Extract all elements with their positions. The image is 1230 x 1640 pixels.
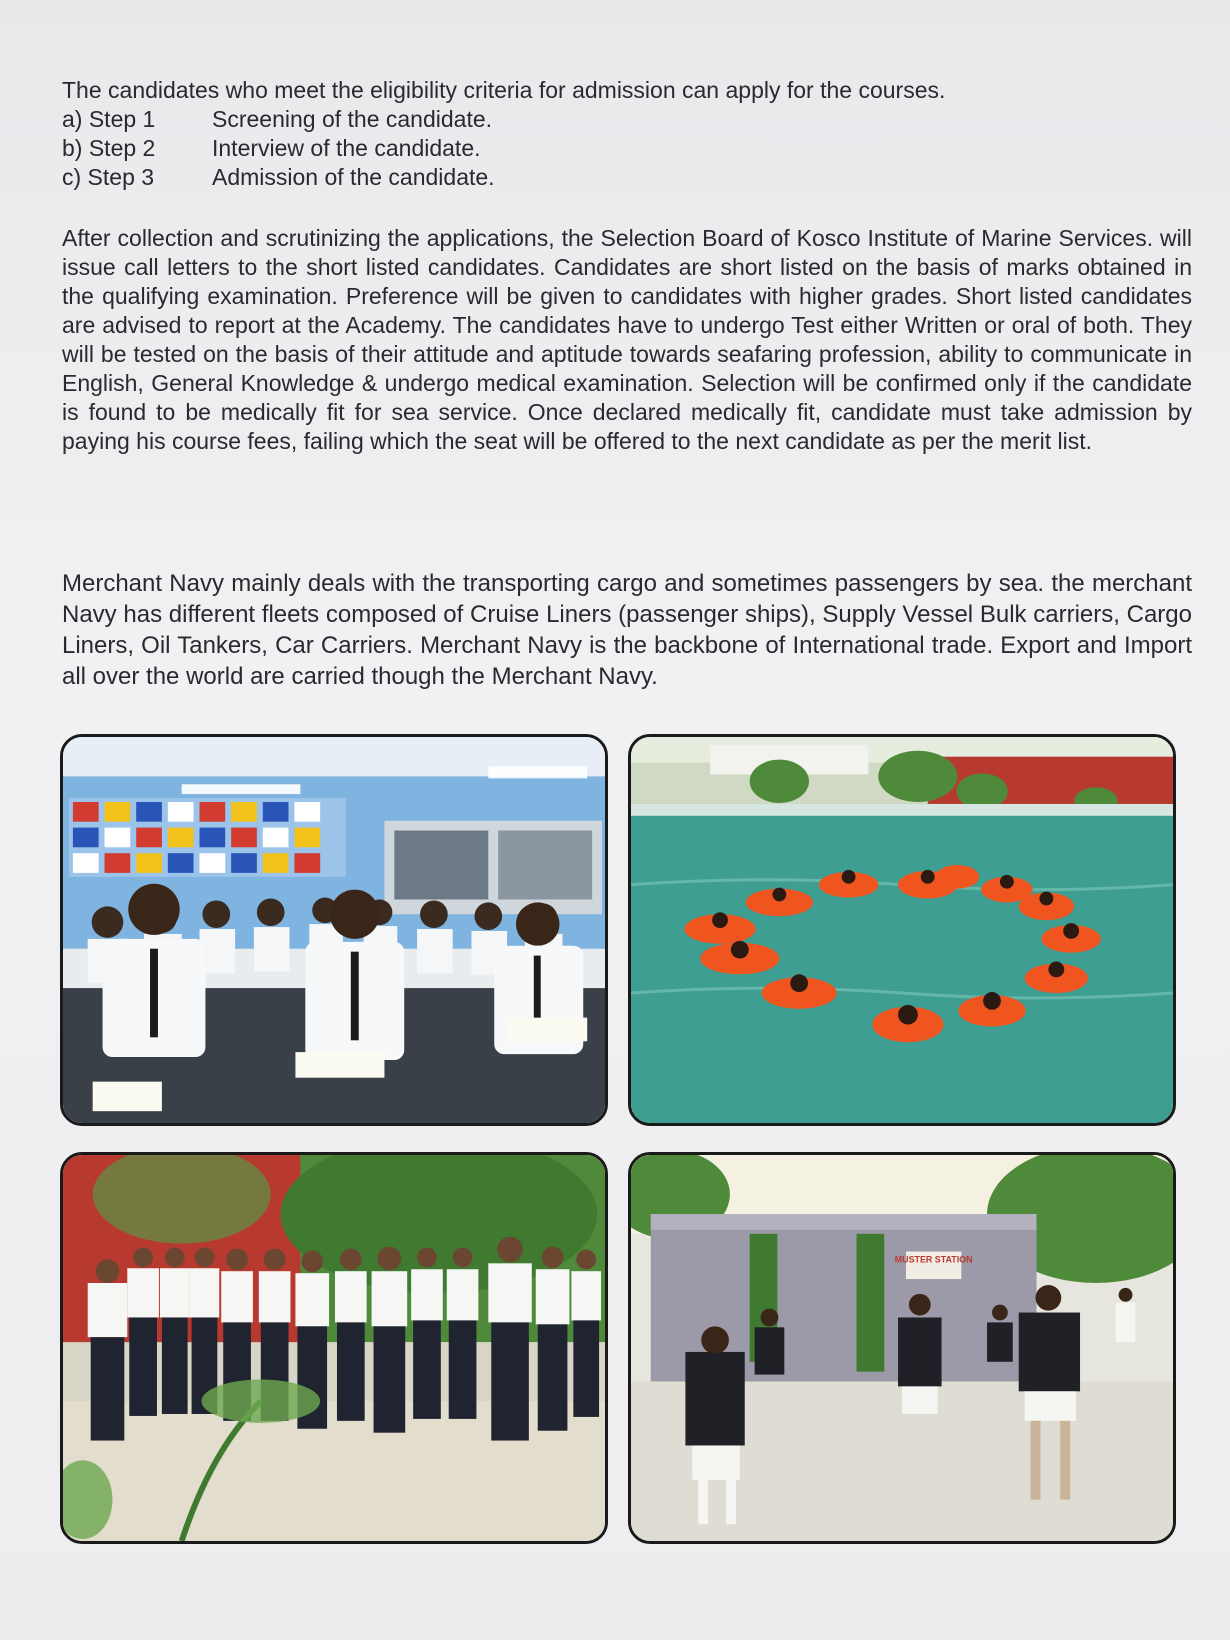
- list-item: [62, 134, 1192, 163]
- pool-illustration: [631, 737, 1173, 1123]
- classroom-illustration: [63, 737, 605, 1123]
- step-text: Screening of the candidate.: [212, 106, 493, 132]
- merchant-navy-section: [62, 568, 1192, 692]
- step-text: Admission of the candidate.: [212, 164, 495, 190]
- sign-muster: MUSTER STATION: [894, 1254, 973, 1265]
- muster-station-photo: [628, 1152, 1176, 1544]
- step-id: c) Step 3: [62, 164, 155, 190]
- signal-flags: [69, 798, 346, 877]
- list-item: [62, 163, 1192, 192]
- step-id: b) Step 2: [62, 135, 156, 161]
- pool-survival-photo: [628, 734, 1176, 1126]
- parade-photo: [60, 1152, 608, 1544]
- parade-illustration: [63, 1155, 605, 1541]
- selection-section: [62, 224, 1192, 456]
- steps-list: [62, 105, 1192, 192]
- intro-lead: The candidates who meet the eligibility criteria for admission can apply for the courses.: [62, 77, 946, 103]
- muster-station-illustration: [631, 1155, 1173, 1541]
- selection-paragraph: After collection and scrutinizing the applications, the Selection Board of Kosco Institute of Marine Services. will issue call letters to the short listed candidates. Candidates are short listed on the basis of marks obtained in the qualifying examination. Preference will be given to candidates with higher grades. Short listed candidates are advised to report at the Academy. The candidates have to undergo Test either Written or oral of both. They will be tested on the basis of their attitude and aptitude towards seafaring profession, ability to communicate in English, General Knowledge & undergo medical examination. Selection will be confirmed only if the candidate is found to be medically fit for sea service. Once declared medically fit, candidate must take admission by paying his course fees, failing which the seat will be offered to the next candidate as per the merit list.: [62, 225, 1192, 454]
- list-item: [62, 105, 1192, 134]
- merchant-navy-paragraph: Merchant Navy mainly deals with the transporting cargo and sometimes passengers by sea. the merchant Navy has different fleets composed of Cruise Liners (passenger ships), Supply Vessel Bulk carriers, Cargo Liners, Oil Tankers, Car Carriers. Merchant Navy is the backbone of International trade. Export and Import all over the world are carried though the Merchant Navy.: [62, 570, 1192, 690]
- step-text: Interview of the candidate.: [212, 135, 481, 161]
- classroom-photo: [60, 734, 608, 1126]
- step-id: a) Step 1: [62, 106, 156, 132]
- admission-steps-section: [62, 76, 1192, 192]
